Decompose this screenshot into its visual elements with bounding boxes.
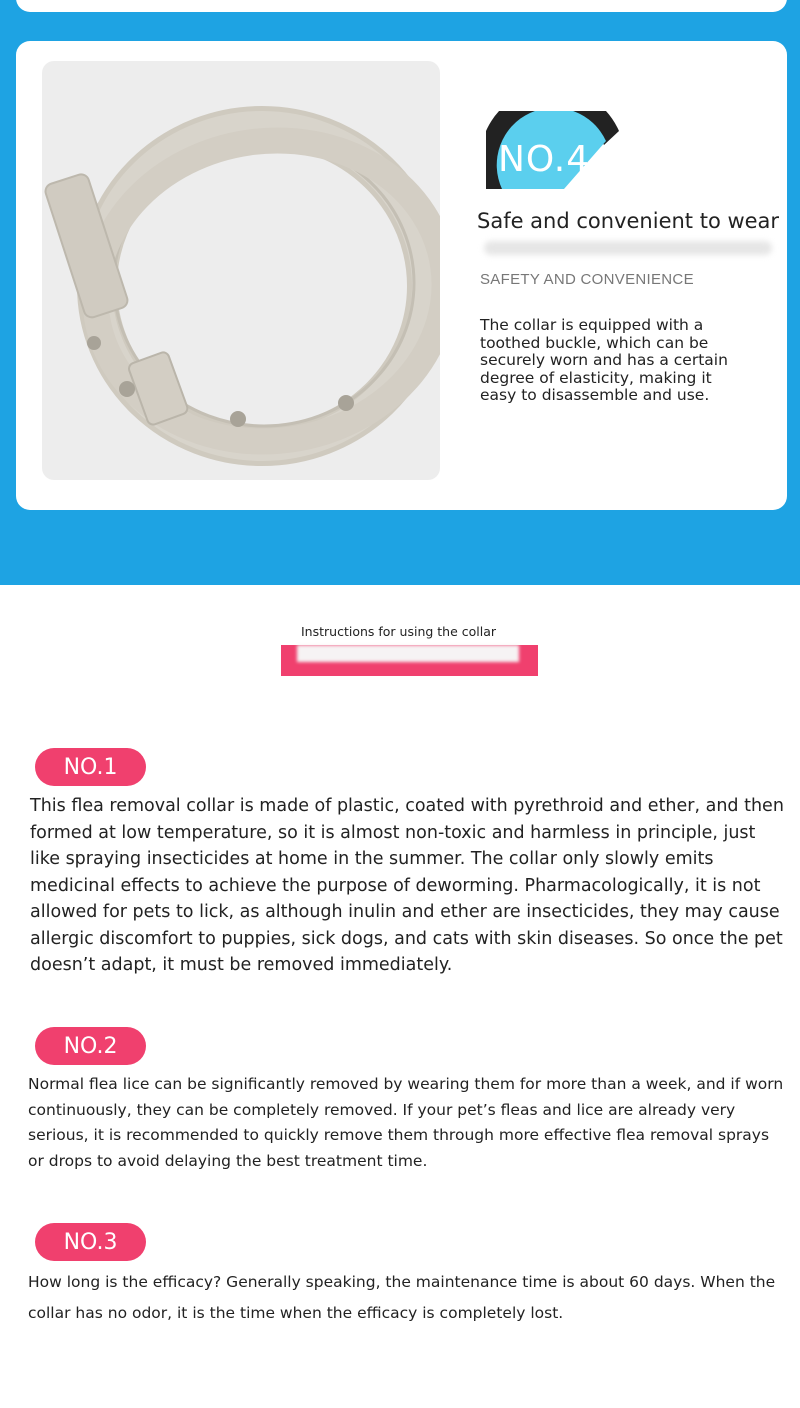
feature-badge (486, 111, 626, 191)
step-text-2: Normal flea lice can be significantly removed by wearing them for more than a week, and if worn continuously, they can be completely removed. If your pet’s fleas and lice are already very serious, it is recommended to quickly remove them through more effective flea removal sprays or drops to avoid delaying the best treatment time. (28, 1075, 784, 1170)
step-text-1: This flea removal collar is made of plastic, coated with pyrethroid and ether, and then formed at low temperature, so it is almost non-toxic and harmless in principle, just like spraying insecticides at home in the summer. The collar only slowly emits medicinal effects to achieve the purpose of deworming. Pharmacologically, it is not allowed for pets to lick, as although inulin and ether are insecticides, they may cause allergic discomfort to puppies, sick dogs, and cats with skin diseases. So once the pet doesn’t adapt, it must be removed immediately. (30, 796, 784, 975)
feature-title: Safe and convenient to wear (477, 209, 780, 233)
step-badge-2: NO.2 (35, 1027, 146, 1065)
feature-subtitle: SAFETY AND CONVENIENCE (480, 271, 694, 288)
instructions-title: Instructions for using the collar (301, 624, 497, 639)
feature-badge-label: NO.4 (498, 139, 591, 180)
previous-card-edge (16, 0, 787, 12)
feature-description: The collar is equipped with a toothed buckle, which can be securely worn and has a certain degree of elasticity, making it easy to disassemble and use. (480, 316, 728, 404)
collar-photo (42, 61, 440, 480)
step-badge-3: NO.3 (35, 1223, 146, 1261)
instructions-title-bar-inner (297, 645, 519, 662)
blurred-text-decoration (484, 241, 772, 255)
feature-card (16, 41, 787, 510)
step-text-3: How long is the efficacy? Generally speaking, the maintenance time is about 60 days. When the collar has no odor, it is the time when the efficacy is completely lost. (28, 1273, 776, 1322)
collar-illustration-icon (42, 61, 440, 480)
step-badge-1: NO.1 (35, 748, 146, 786)
